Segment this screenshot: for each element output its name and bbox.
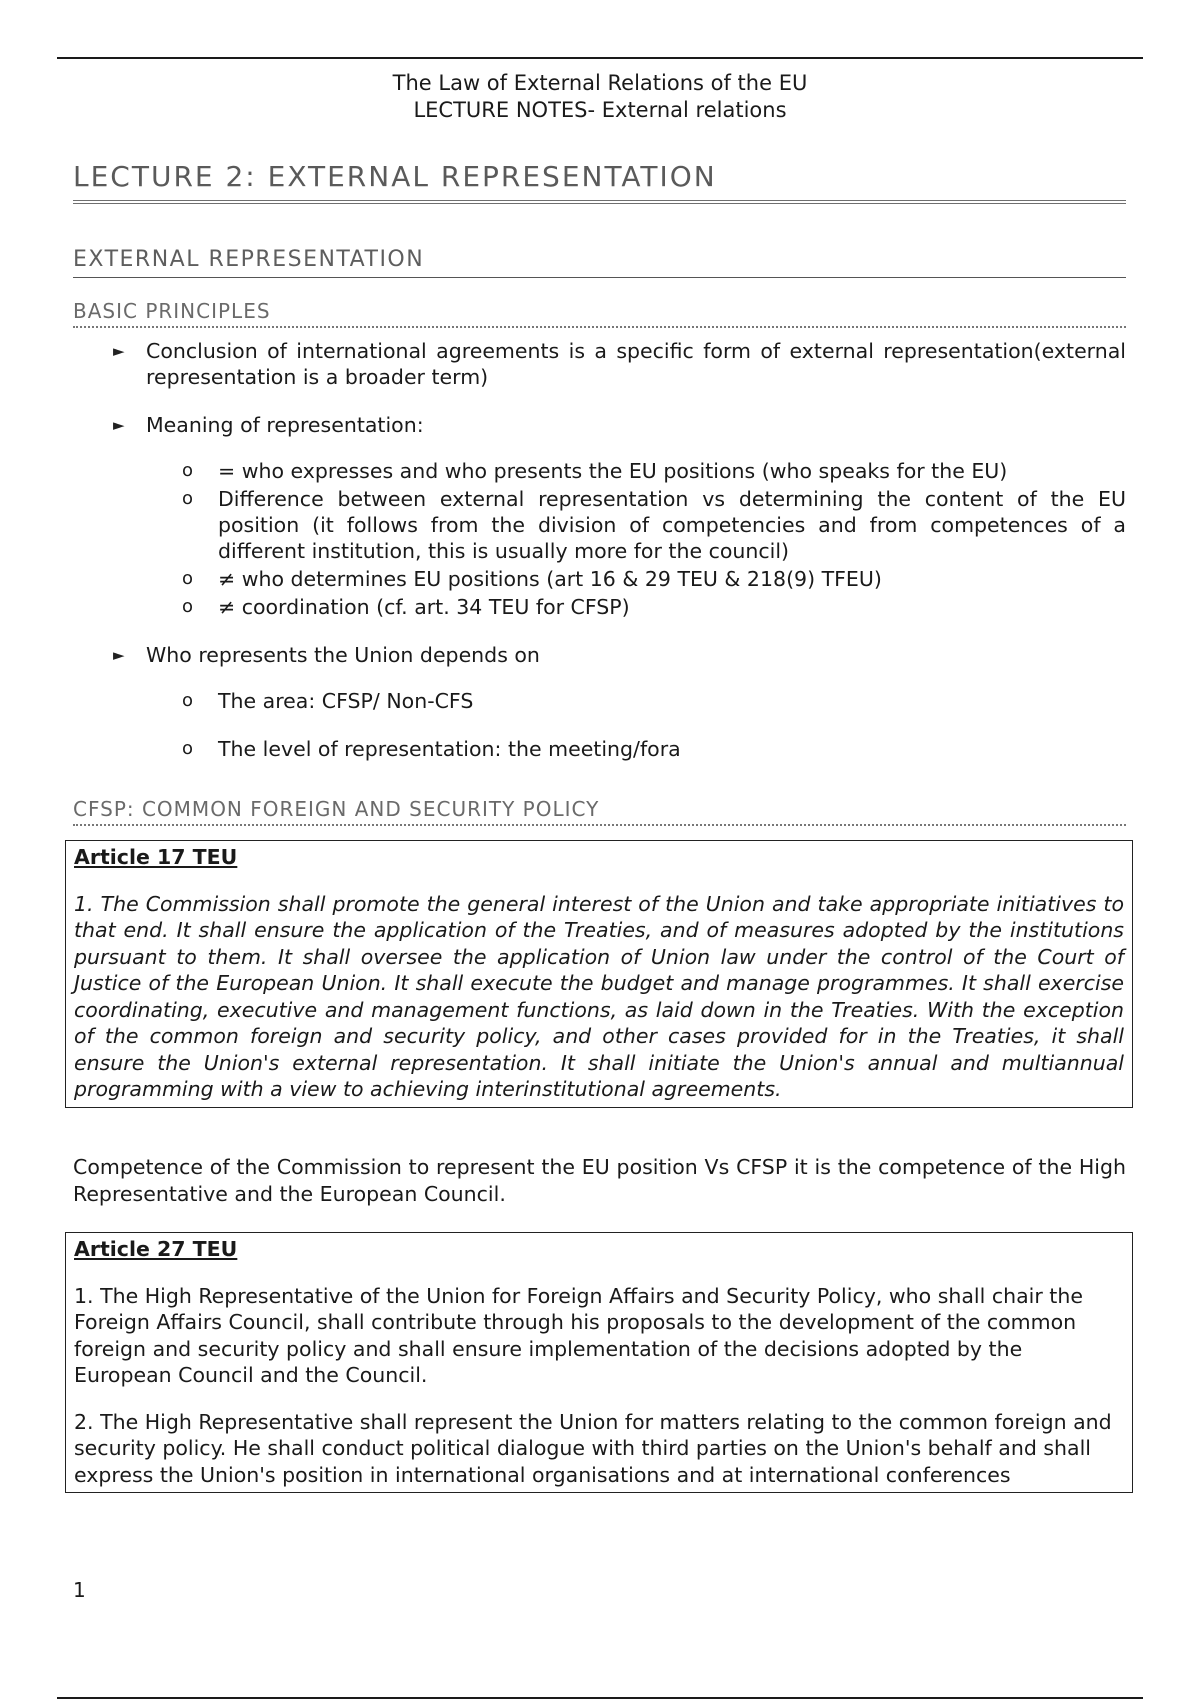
sub-item-text: The level of representation: the meeting/fora — [218, 737, 681, 761]
competence-paragraph: Competence of the Commission to represent the EU position Vs CFSP it is the competence of the High Representative and the European Council. — [73, 1155, 1126, 1206]
article-17-box — [65, 840, 1133, 1108]
sub-item-text: Difference between external representation vs determining the content of the EU position (it follows from the division of competencies and from competences of a different institution, this is usually more for the council) — [218, 487, 1126, 563]
bullet-arrow-icon: ► — [113, 646, 125, 664]
article-27-box — [65, 1232, 1133, 1493]
circle-bullet-icon: o — [182, 596, 194, 617]
list-item — [73, 642, 1126, 762]
sub-list-item — [73, 566, 1126, 592]
list-item — [73, 412, 1126, 620]
sub-item-text: ≠ coordination (cf. art. 34 TEU for CFSP) — [218, 595, 630, 619]
sub-list-item — [73, 458, 1126, 484]
principles-list — [73, 338, 1126, 762]
sub-list — [73, 688, 1126, 762]
circle-bullet-icon: o — [182, 488, 194, 509]
circle-bullet-icon: o — [182, 460, 194, 481]
header-subtitle: LECTURE NOTES- External relations — [413, 98, 787, 122]
basic-principles-heading: BASIC PRINCIPLES — [73, 298, 1126, 328]
running-header — [0, 70, 1200, 124]
cfsp-section — [73, 796, 1126, 826]
circle-bullet-icon: o — [182, 690, 194, 711]
sub-list-item — [73, 594, 1126, 620]
sub-list — [73, 458, 1126, 620]
header-course-title: The Law of External Relations of the EU — [392, 71, 808, 95]
lecture-title: LECTURE 2: EXTERNAL REPRESENTATION — [73, 160, 1126, 204]
circle-bullet-icon: o — [182, 738, 194, 759]
circle-bullet-icon: o — [182, 568, 194, 589]
bullet-arrow-icon: ► — [113, 416, 125, 434]
bullet-text: Meaning of representation: — [146, 413, 424, 437]
main-content — [73, 160, 1126, 784]
article-27-paragraph-1: 1. The High Representative of the Union for Foreign Affairs and Security Policy, who shall chair the Foreign Affairs Council, shall contribute through his proposals to the development of the common foreign and security policy and shall ensure implementation of the decisions adopted by the European Council and the Council. — [74, 1283, 1083, 1387]
sub-list-item — [73, 688, 1126, 714]
section-title: EXTERNAL REPRESENTATION — [73, 246, 1126, 278]
bottom-rule — [57, 1697, 1143, 1699]
sub-item-text: The area: CFSP/ Non-CFS — [218, 689, 474, 713]
bullet-arrow-icon: ► — [113, 342, 125, 360]
bullet-text: Conclusion of international agreements is a specific form of external representation(external representation is a broader term) — [146, 339, 1126, 389]
sub-item-text: = who expresses and who presents the EU positions (who speaks for the EU) — [218, 459, 1008, 483]
list-item — [73, 338, 1126, 390]
article-27-paragraph-2: 2. The High Representative shall represent the Union for matters relating to the common foreign and security policy. He shall conduct political dialogue with third parties on the Union's behalf and shall express the Union's position in international organisations and at international conferences — [74, 1409, 1112, 1487]
article-17-text: 1. The Commission shall promote the general interest of the Union and take appropriate initiatives to that end. It shall ensure the application of the Treaties, and of measures adopted by the institutions pursuant to them. It shall oversee the application of Union law under the control of the Court of Justice of the European Union. It shall execute the budget and manage programmes. It shall exercise coordinating, executive and management functions, as laid down in the Treaties. With the exception of the common foreign and security policy, and other cases provided for in the Treaties, it shall ensure the Union's external representation. It shall initiate the Union's annual and multiannual programming with a view to achieving interinstitutional agreements. — [74, 891, 1124, 1101]
article-17-title: Article 17 TEU — [74, 845, 238, 869]
sub-list-item — [73, 736, 1126, 762]
top-rule — [57, 57, 1143, 59]
sub-list-item — [73, 486, 1126, 564]
bullet-text: Who represents the Union depends on — [146, 643, 540, 667]
article-27-title: Article 27 TEU — [74, 1237, 238, 1261]
sub-item-text: ≠ who determines EU positions (art 16 & 29 TEU & 218(9) TFEU) — [218, 567, 882, 591]
page-number: 1 — [73, 1578, 86, 1602]
cfsp-heading: CFSP: COMMON FOREIGN AND SECURITY POLICY — [73, 796, 1126, 826]
